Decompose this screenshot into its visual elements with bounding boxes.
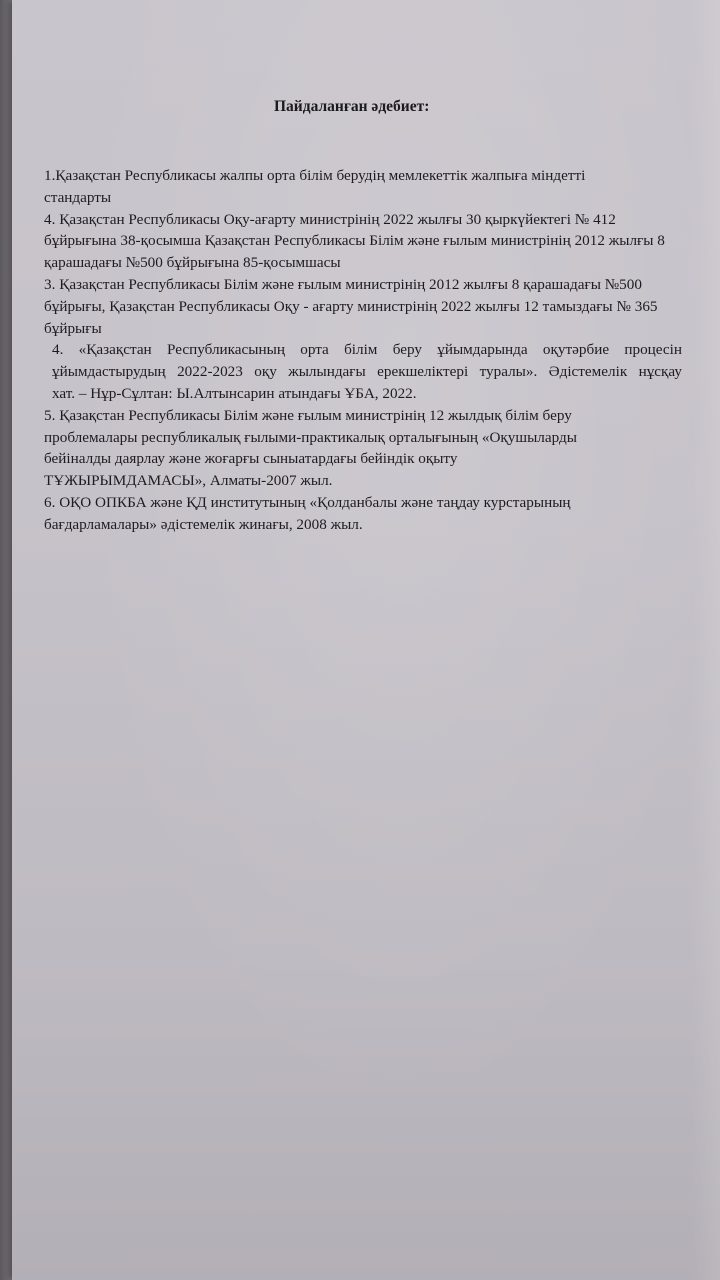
reference-line: стандарты [44, 188, 112, 206]
reference-line: проблемалары республикалық ғылыми-практикалық орталығының «Оқушыларды [44, 428, 577, 446]
reference-line: 5. Қазақстан Республикасы Білім және ғылым министрінің 12 жылдық білім беру [44, 406, 572, 424]
reference-item-5 [44, 405, 684, 492]
reference-item-3 [44, 274, 684, 339]
page-title: Пайдаланған әдебиет: [274, 98, 430, 115]
reference-line: 3. Қазақстан Республикасы Білім және ғылым министрінің 2012 жылғы 8 қарашадағы №500 [44, 275, 642, 293]
reference-list [44, 165, 684, 536]
reference-line: 1.Қазақстан Республикасы жалпы орта білім берудің мемлекеттік жалпыға міндетті [44, 167, 586, 184]
reference-line: 6. ОҚО ОПКБА және ҚД институтының «Қолданбалы және таңдау курстарының [44, 493, 571, 511]
reference-line: ұйымдастырудың 2022-2023 оқу жылындағы ерекшеліктері туралы». Әдістемелік нұсқау [52, 363, 682, 381]
reference-item-1 [44, 165, 684, 209]
reference-line: бұйрығына 38-қосымша Қазақстан Республикасы Білім және ғылым министрінің 2012 жылғы 8 [44, 232, 665, 250]
reference-item-4 [44, 339, 684, 404]
reference-item-2 [44, 209, 684, 274]
reference-line: 4. Қазақстан Республикасы Оқу-ағарту министрінің 2022 жылғы 30 қыркүйектегі № 412 [44, 210, 616, 228]
reference-item-6 [44, 492, 684, 536]
reference-line: бейіналды даярлау және жоғарғы сыныатардағы бейіндік оқыту [44, 450, 458, 468]
reference-line: бағдарламалары» әдістемелік жинағы, 2008 жыл. [44, 515, 363, 533]
reference-line: ТҰЖЫРЫМДАМАСЫ», Алматы-2007 жыл. [44, 472, 333, 490]
reference-line: бұйрығы [44, 319, 102, 337]
reference-line: 4. «Қазақстан Республикасының орта білім беру ұйымдарында оқутәрбие процесін [52, 341, 682, 359]
reference-line: хат. – Нұр-Сұлтан: Ы.Алтынсарин атындағы ҰБА, 2022. [52, 384, 417, 402]
document-page [12, 0, 720, 1280]
reference-line: қарашадағы №500 бұйрығына 85-қосымшасы [44, 254, 341, 272]
reference-line: бұйрығы, Қазақстан Республикасы Оқу - ағарту министрінің 2022 жылғы 12 тамыздағы № 365 [44, 297, 658, 315]
